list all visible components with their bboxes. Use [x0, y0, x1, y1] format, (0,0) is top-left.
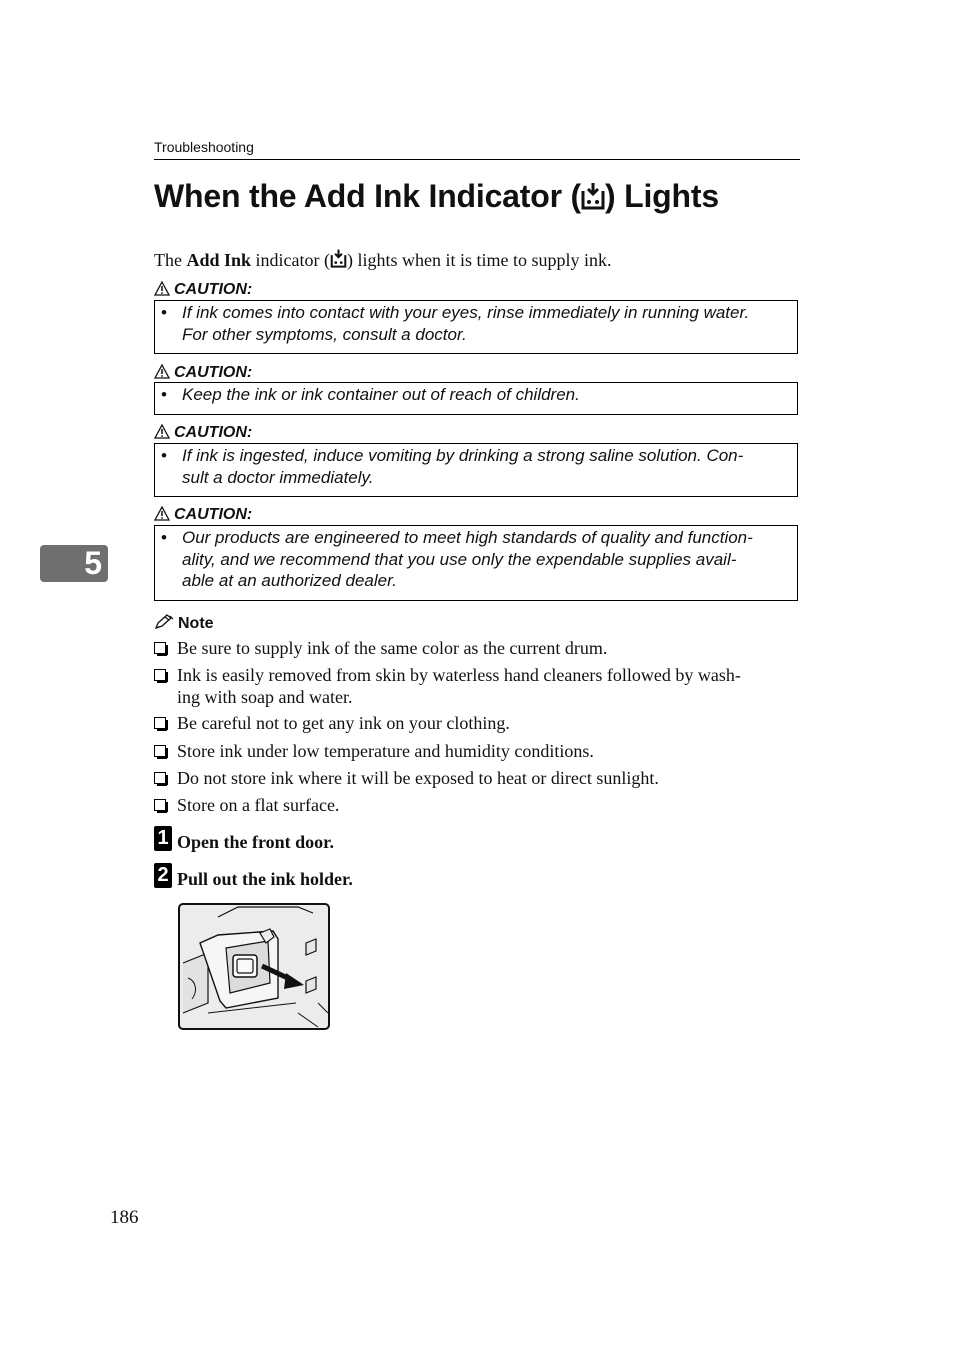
- caution-label-2: CAUTION:: [154, 364, 252, 382]
- step-number-badge: 2: [154, 863, 172, 888]
- caution-1-line-1: If ink comes into contact with your eyes, rinse immediately in running water.: [182, 303, 750, 322]
- caution-label-4: CAUTION:: [154, 506, 252, 524]
- pencil-icon: [154, 614, 174, 630]
- checkbox-square-icon: [154, 669, 166, 681]
- warning-triangle-icon: [154, 506, 170, 521]
- running-head: Troubleshooting: [154, 139, 800, 160]
- bullet: •: [161, 385, 167, 404]
- note-item: Store on a flat surface.: [154, 795, 800, 817]
- intro-the: The: [154, 250, 182, 270]
- note-item: Be sure to supply ink of the same color as the current drum.: [154, 638, 800, 660]
- note-item: Ink is easily removed from skin by waterless hand cleaners followed by wash- ing with soap and water.: [154, 665, 800, 708]
- page-number: 186: [110, 1207, 139, 1228]
- checkbox-square-icon: [154, 717, 166, 729]
- add-ink-icon: [581, 182, 605, 210]
- checkbox-square-icon: [154, 745, 166, 757]
- title-text-before: When the Add Ink Indicator (: [154, 178, 581, 214]
- step-1-text: Open the front door.: [177, 832, 335, 852]
- intro-paragraph: [154, 249, 612, 271]
- caution-box-4: [154, 525, 798, 601]
- title-text-after: ) Lights: [604, 178, 719, 214]
- checkbox-square-icon: [154, 799, 166, 811]
- caution-4-line-1: Our products are engineered to meet high standards of quality and function-: [182, 528, 753, 547]
- caution-box-1: [154, 300, 798, 354]
- checkbox-square-icon: [154, 772, 166, 784]
- add-ink-icon-inline: [330, 249, 347, 268]
- caution-3-line-2: sult a doctor immediately.: [182, 467, 374, 487]
- bullet: •: [161, 446, 167, 465]
- warning-triangle-icon: [154, 364, 170, 379]
- page-title: [154, 178, 719, 215]
- note-item: Store ink under low temperature and humidity conditions.: [154, 741, 800, 763]
- intro-add-ink-bold: Add Ink: [186, 250, 252, 270]
- note-item: Be careful not to get any ink on your clothing.: [154, 713, 800, 735]
- caution-1-line-2: For other symptoms, consult a doctor.: [182, 324, 467, 344]
- chapter-tab: 5: [40, 545, 108, 582]
- step-number-badge: 1: [154, 826, 172, 851]
- ink-holder-illustration: [178, 903, 330, 1030]
- caution-label-3: CAUTION:: [154, 424, 252, 442]
- caution-box-2: [154, 382, 798, 415]
- note-label: Note: [154, 614, 214, 633]
- warning-triangle-icon: [154, 424, 170, 439]
- intro-after: ) lights when it is time to supply ink.: [347, 250, 612, 270]
- intro-mid: indicator (: [255, 250, 331, 270]
- caution-4-line-3: able at an authorized dealer.: [182, 571, 397, 590]
- caution-box-3: [154, 443, 798, 497]
- caution-2-line-1: Keep the ink or ink container out of reach of children.: [182, 385, 580, 404]
- warning-triangle-icon: [154, 281, 170, 296]
- caution-4-line-2: ality, and we recommend that you use only the expendable supplies avail-: [182, 549, 737, 569]
- bullet: •: [161, 528, 167, 547]
- step-2-text: Pull out the ink holder.: [177, 869, 353, 889]
- bullet: •: [161, 303, 167, 322]
- caution-3-line-1: If ink is ingested, induce vomiting by drinking a strong saline solution. Con-: [182, 446, 744, 465]
- checkbox-square-icon: [154, 642, 166, 654]
- note-item: Do not store ink where it will be exposed to heat or direct sunlight.: [154, 768, 800, 790]
- caution-label-1: CAUTION:: [154, 281, 252, 299]
